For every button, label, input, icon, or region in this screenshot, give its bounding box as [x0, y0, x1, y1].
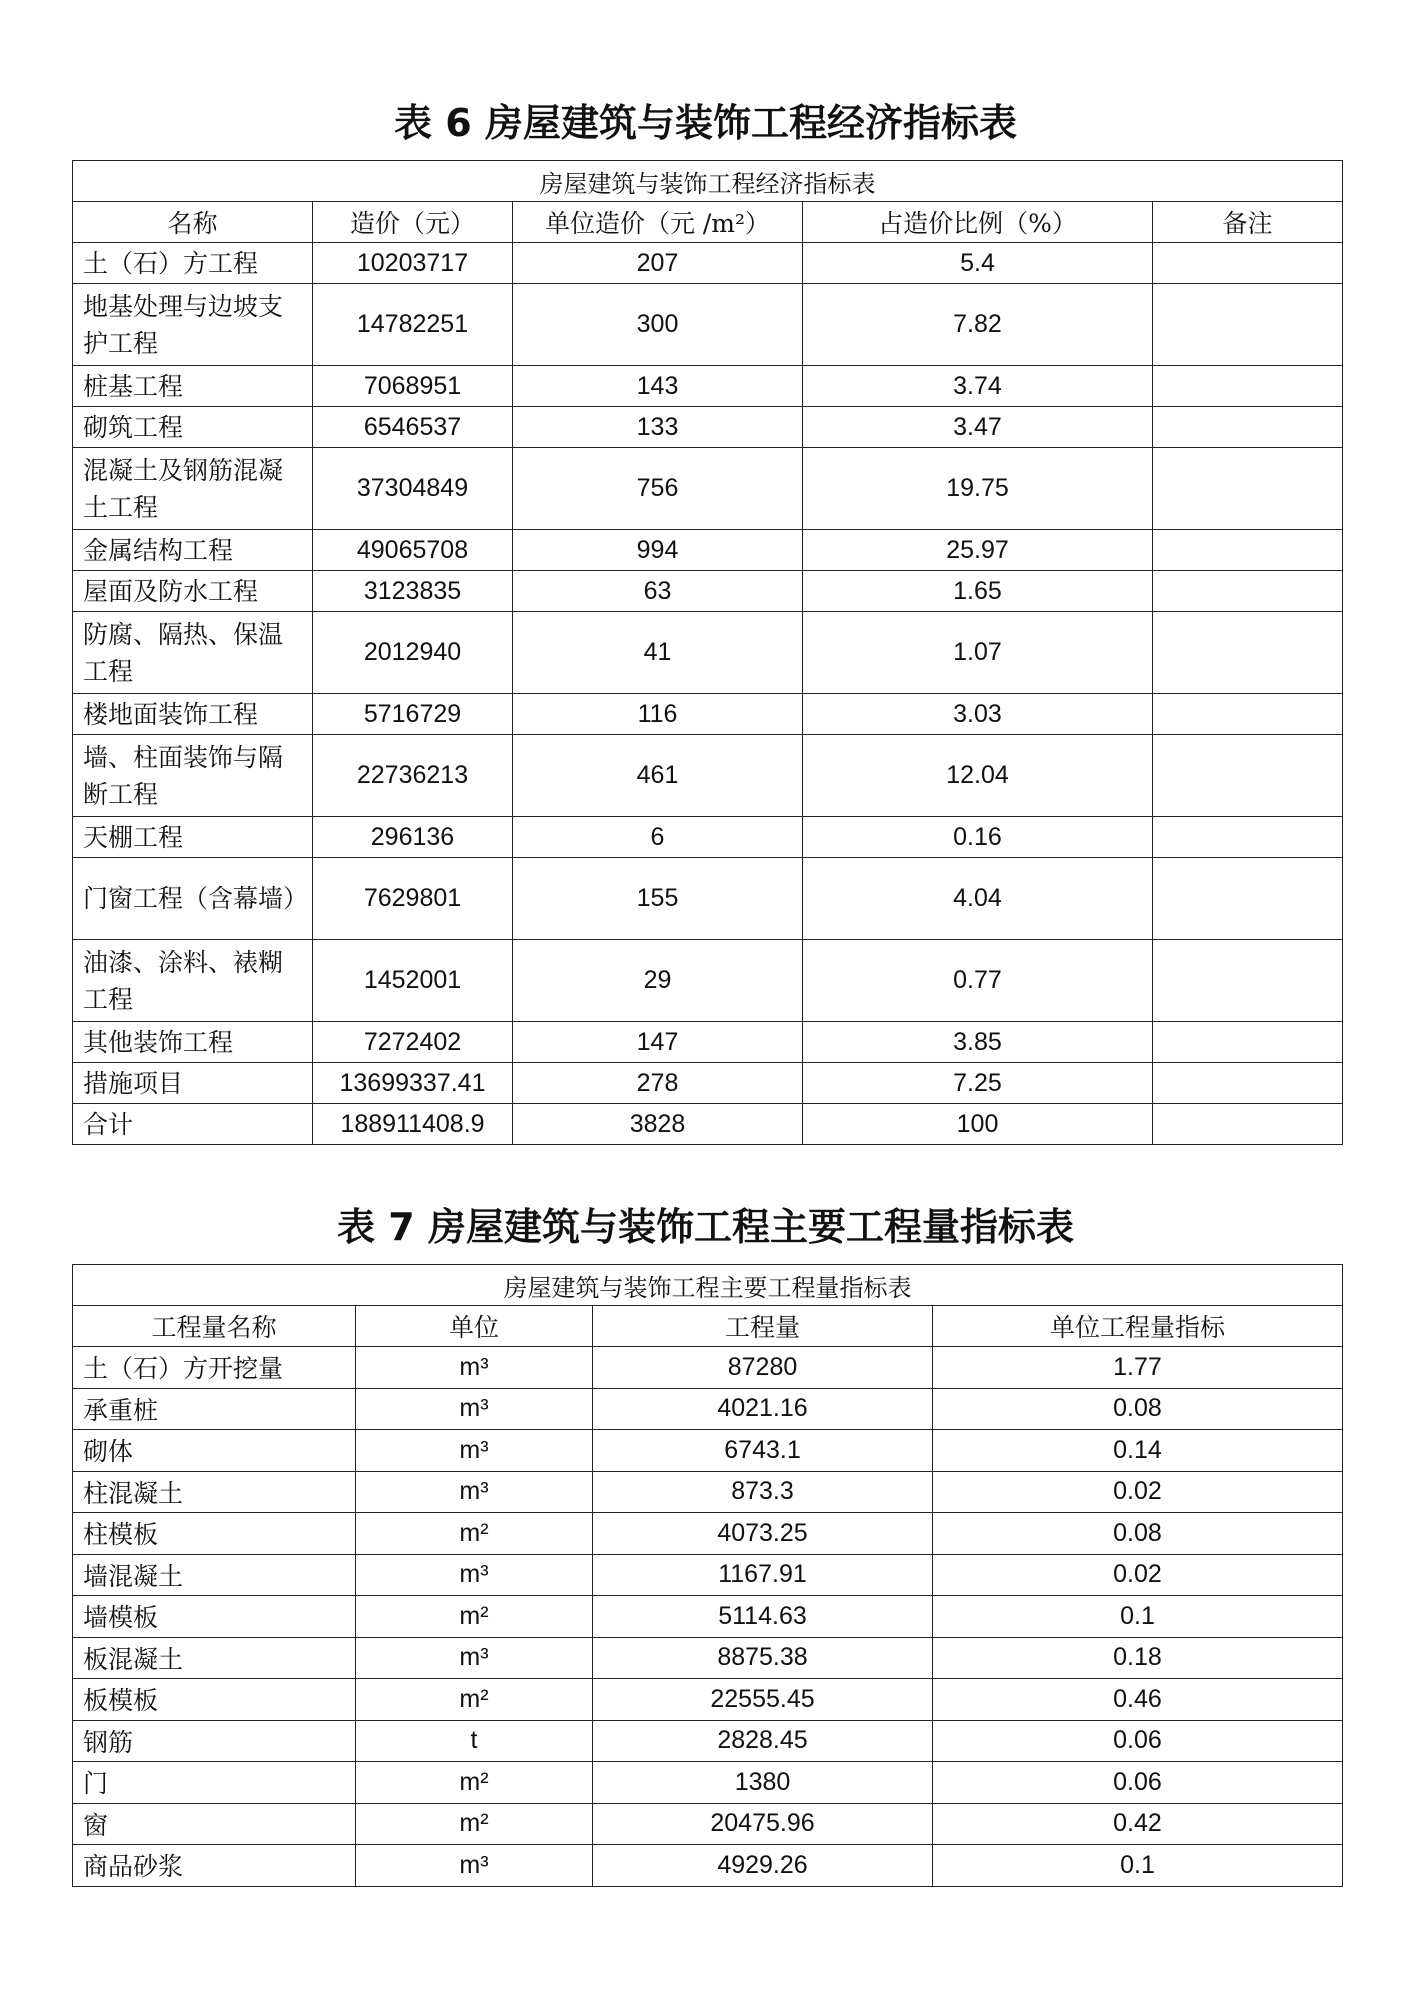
unit-cell: m³ — [356, 1388, 593, 1430]
remark-cell — [1153, 940, 1343, 1022]
ratio-cell: 3.03 — [803, 694, 1153, 735]
unit-index-cell: 0.06 — [933, 1720, 1343, 1762]
unit-cost-cell: 300 — [513, 284, 803, 366]
ratio-cell: 1.07 — [803, 612, 1153, 694]
unit-cost-cell: 6 — [513, 817, 803, 858]
quantity-name-cell: 墙混凝土 — [73, 1554, 356, 1596]
quantity-cell: 22555.45 — [593, 1679, 933, 1721]
table-row — [73, 1679, 1343, 1721]
table-row — [73, 571, 1343, 612]
column-header: 单位造价（元 /m²） — [513, 202, 803, 243]
unit-cell: m² — [356, 1513, 593, 1555]
unit-index-cell: 0.08 — [933, 1388, 1343, 1430]
unit-cell: m² — [356, 1803, 593, 1845]
table-row — [73, 1720, 1343, 1762]
item-name-cell: 金属结构工程 — [73, 530, 313, 571]
table-row — [73, 530, 1343, 571]
cost-cell: 188911408.9 — [313, 1104, 513, 1145]
unit-cost-cell: 994 — [513, 530, 803, 571]
remark-cell — [1153, 530, 1343, 571]
item-name-cell: 楼地面装饰工程 — [73, 694, 313, 735]
cost-cell: 296136 — [313, 817, 513, 858]
table-row — [73, 735, 1343, 817]
quantity-name-cell: 门 — [73, 1762, 356, 1804]
caption-row — [73, 161, 1343, 202]
column-header: 工程量 — [593, 1306, 933, 1347]
cost-cell: 14782251 — [313, 284, 513, 366]
cost-cell: 7629801 — [313, 858, 513, 940]
unit-cost-cell: 3828 — [513, 1104, 803, 1145]
quantity-name-cell: 砌体 — [73, 1430, 356, 1472]
table-caption: 房屋建筑与装饰工程经济指标表 — [73, 161, 1343, 202]
table6-title: 表 6 房屋建筑与装饰工程经济指标表 — [394, 101, 1017, 145]
unit-cost-cell: 207 — [513, 243, 803, 284]
ratio-cell: 12.04 — [803, 735, 1153, 817]
unit-index-cell: 0.46 — [933, 1679, 1343, 1721]
item-name-cell: 混凝土及钢筋混凝土工程 — [73, 448, 313, 530]
item-name-cell: 其他装饰工程 — [73, 1022, 313, 1063]
item-name-cell: 防腐、隔热、保温工程 — [73, 612, 313, 694]
table-caption: 房屋建筑与装饰工程主要工程量指标表 — [73, 1265, 1343, 1306]
item-name-cell: 合计 — [73, 1104, 313, 1145]
table-row — [73, 1637, 1343, 1679]
unit-cost-cell: 29 — [513, 940, 803, 1022]
unit-index-cell: 1.77 — [933, 1347, 1343, 1389]
cost-cell: 37304849 — [313, 448, 513, 530]
remark-cell — [1153, 448, 1343, 530]
table-row — [73, 1513, 1343, 1555]
table-row — [73, 1022, 1343, 1063]
quantity-index-table — [72, 1264, 1343, 1887]
unit-cost-cell: 116 — [513, 694, 803, 735]
unit-index-cell: 0.14 — [933, 1430, 1343, 1472]
item-name-cell: 油漆、涂料、裱糊工程 — [73, 940, 313, 1022]
unit-cost-cell: 147 — [513, 1022, 803, 1063]
table-row — [73, 1554, 1343, 1596]
quantity-name-cell: 土（石）方开挖量 — [73, 1347, 356, 1389]
item-name-cell: 屋面及防水工程 — [73, 571, 313, 612]
unit-index-cell: 0.42 — [933, 1803, 1343, 1845]
cost-cell: 13699337.41 — [313, 1063, 513, 1104]
table-row — [73, 1388, 1343, 1430]
ratio-cell: 1.65 — [803, 571, 1153, 612]
cost-cell: 6546537 — [313, 407, 513, 448]
cost-cell: 1452001 — [313, 940, 513, 1022]
quantity-cell: 87280 — [593, 1347, 933, 1389]
table-row — [73, 1803, 1343, 1845]
item-name-cell: 门窗工程（含幕墙） — [73, 858, 313, 940]
table-row — [73, 1845, 1343, 1887]
remark-cell — [1153, 858, 1343, 940]
ratio-cell: 100 — [803, 1104, 1153, 1145]
table-row — [73, 1596, 1343, 1638]
table-row — [73, 448, 1343, 530]
cost-cell: 3123835 — [313, 571, 513, 612]
table-row — [73, 612, 1343, 694]
quantity-name-cell: 钢筋 — [73, 1720, 356, 1762]
quantity-cell: 20475.96 — [593, 1803, 933, 1845]
ratio-cell: 5.4 — [803, 243, 1153, 284]
quantity-cell: 4073.25 — [593, 1513, 933, 1555]
table-row — [73, 1471, 1343, 1513]
remark-cell — [1153, 407, 1343, 448]
remark-cell — [1153, 817, 1343, 858]
table-row — [73, 284, 1343, 366]
quantity-name-cell: 板模板 — [73, 1679, 356, 1721]
unit-cell: m³ — [356, 1845, 593, 1887]
quantity-cell: 4929.26 — [593, 1845, 933, 1887]
unit-index-cell: 0.06 — [933, 1762, 1343, 1804]
quantity-name-cell: 商品砂浆 — [73, 1845, 356, 1887]
ratio-cell: 3.85 — [803, 1022, 1153, 1063]
item-name-cell: 措施项目 — [73, 1063, 313, 1104]
quantity-cell: 4021.16 — [593, 1388, 933, 1430]
column-header: 单位工程量指标 — [933, 1306, 1343, 1347]
table-row — [73, 817, 1343, 858]
ratio-cell: 0.77 — [803, 940, 1153, 1022]
unit-cost-cell: 155 — [513, 858, 803, 940]
cost-cell: 2012940 — [313, 612, 513, 694]
unit-cost-cell: 133 — [513, 407, 803, 448]
unit-index-cell: 0.1 — [933, 1596, 1343, 1638]
quantity-name-cell: 柱混凝土 — [73, 1471, 356, 1513]
ratio-cell: 7.82 — [803, 284, 1153, 366]
table-row — [73, 407, 1343, 448]
quantity-cell: 873.3 — [593, 1471, 933, 1513]
unit-cost-cell: 143 — [513, 366, 803, 407]
remark-cell — [1153, 571, 1343, 612]
unit-index-cell: 0.02 — [933, 1471, 1343, 1513]
unit-index-cell: 0.02 — [933, 1554, 1343, 1596]
table-row — [73, 1762, 1343, 1804]
remark-cell — [1153, 735, 1343, 817]
unit-cell: m³ — [356, 1554, 593, 1596]
header-row — [73, 1306, 1343, 1347]
quantity-cell: 1167.91 — [593, 1554, 933, 1596]
cost-cell: 22736213 — [313, 735, 513, 817]
unit-cell: m³ — [356, 1347, 593, 1389]
unit-index-cell: 0.08 — [933, 1513, 1343, 1555]
caption-row — [73, 1265, 1343, 1306]
unit-cell: t — [356, 1720, 593, 1762]
item-name-cell: 墙、柱面装饰与隔断工程 — [73, 735, 313, 817]
column-header: 单位 — [356, 1306, 593, 1347]
table-row — [73, 1430, 1343, 1472]
cost-cell: 7272402 — [313, 1022, 513, 1063]
item-name-cell: 土（石）方工程 — [73, 243, 313, 284]
item-name-cell: 砌筑工程 — [73, 407, 313, 448]
table-row — [73, 1063, 1343, 1104]
unit-cost-cell: 756 — [513, 448, 803, 530]
remark-cell — [1153, 1104, 1343, 1145]
unit-cell: m² — [356, 1679, 593, 1721]
table7-title: 表 7 房屋建筑与装饰工程主要工程量指标表 — [337, 1205, 1074, 1249]
table-row — [73, 940, 1343, 1022]
cost-cell: 5716729 — [313, 694, 513, 735]
column-header: 造价（元） — [313, 202, 513, 243]
column-header: 名称 — [73, 202, 313, 243]
remark-cell — [1153, 284, 1343, 366]
table-row — [73, 366, 1343, 407]
unit-cost-cell: 63 — [513, 571, 803, 612]
remark-cell — [1153, 243, 1343, 284]
header-row — [73, 202, 1343, 243]
unit-cost-cell: 461 — [513, 735, 803, 817]
ratio-cell: 3.47 — [803, 407, 1153, 448]
table-row — [73, 1104, 1343, 1145]
ratio-cell: 7.25 — [803, 1063, 1153, 1104]
table-row — [73, 858, 1343, 940]
remark-cell — [1153, 612, 1343, 694]
item-name-cell: 地基处理与边坡支护工程 — [73, 284, 313, 366]
item-name-cell: 天棚工程 — [73, 817, 313, 858]
quantity-name-cell: 承重桩 — [73, 1388, 356, 1430]
cost-cell: 7068951 — [313, 366, 513, 407]
unit-cost-cell: 278 — [513, 1063, 803, 1104]
quantity-name-cell: 板混凝土 — [73, 1637, 356, 1679]
quantity-name-cell: 窗 — [73, 1803, 356, 1845]
ratio-cell: 25.97 — [803, 530, 1153, 571]
unit-cell: m³ — [356, 1637, 593, 1679]
ratio-cell: 4.04 — [803, 858, 1153, 940]
column-header: 占造价比例（%） — [803, 202, 1153, 243]
table-row — [73, 1347, 1343, 1389]
unit-cell: m² — [356, 1596, 593, 1638]
quantity-cell: 5114.63 — [593, 1596, 933, 1638]
table-row — [73, 694, 1343, 735]
quantity-cell: 1380 — [593, 1762, 933, 1804]
unit-cost-cell: 41 — [513, 612, 803, 694]
unit-cell: m³ — [356, 1430, 593, 1472]
remark-cell — [1153, 1022, 1343, 1063]
unit-cell: m² — [356, 1762, 593, 1804]
remark-cell — [1153, 694, 1343, 735]
quantity-name-cell: 柱模板 — [73, 1513, 356, 1555]
ratio-cell: 19.75 — [803, 448, 1153, 530]
ratio-cell: 3.74 — [803, 366, 1153, 407]
quantity-cell: 6743.1 — [593, 1430, 933, 1472]
remark-cell — [1153, 1063, 1343, 1104]
ratio-cell: 0.16 — [803, 817, 1153, 858]
cost-cell: 49065708 — [313, 530, 513, 571]
column-header: 工程量名称 — [73, 1306, 356, 1347]
column-header: 备注 — [1153, 202, 1343, 243]
economic-index-table — [72, 160, 1343, 1145]
quantity-name-cell: 墙模板 — [73, 1596, 356, 1638]
cost-cell: 10203717 — [313, 243, 513, 284]
unit-index-cell: 0.1 — [933, 1845, 1343, 1887]
unit-index-cell: 0.18 — [933, 1637, 1343, 1679]
unit-cell: m³ — [356, 1471, 593, 1513]
remark-cell — [1153, 366, 1343, 407]
quantity-cell: 2828.45 — [593, 1720, 933, 1762]
quantity-cell: 8875.38 — [593, 1637, 933, 1679]
table-row — [73, 243, 1343, 284]
item-name-cell: 桩基工程 — [73, 366, 313, 407]
